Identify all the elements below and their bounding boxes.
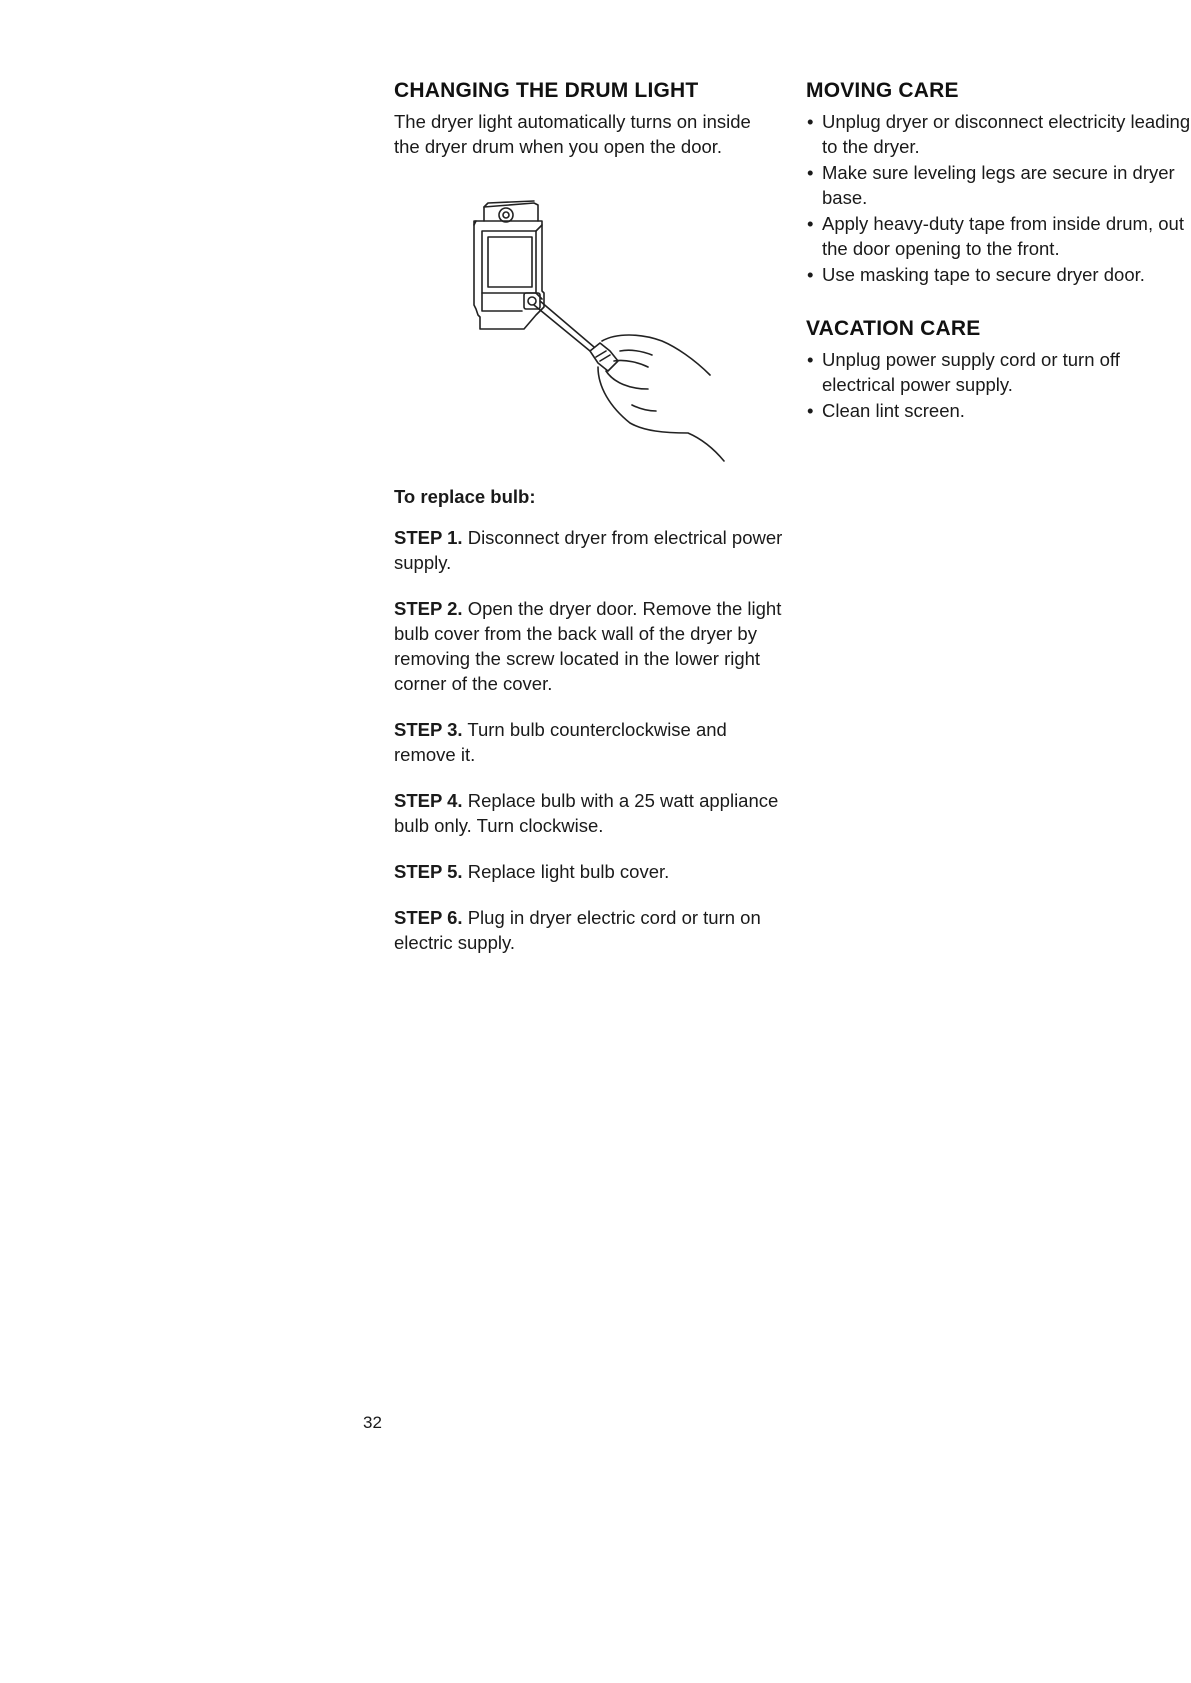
list-item: • Unplug dryer or disconnect electricity leading to the dryer.: [806, 109, 1191, 159]
step-label: STEP 5.: [394, 861, 463, 882]
left-column: [394, 78, 794, 976]
step-text: Turn bulb counterclockwise and remove it.: [394, 719, 727, 765]
step-1: [394, 525, 790, 575]
step-label: STEP 6.: [394, 907, 463, 928]
section-title-drum-light: CHANGING THE DRUM LIGHT: [394, 79, 699, 102]
right-column: [806, 78, 1191, 424]
list-item: • Clean lint screen.: [806, 398, 1191, 423]
section-title-moving-care: MOVING CARE: [806, 79, 959, 102]
step-5: [394, 859, 790, 884]
bulb-cover-illustration: [404, 175, 734, 475]
step-text: Replace bulb with a 25 watt appliance bulb only. Turn clockwise.: [394, 790, 779, 836]
step-label: STEP 4.: [394, 790, 463, 811]
section-spacer: [806, 288, 1191, 316]
page-number: 32: [363, 1413, 382, 1432]
intro-paragraph: The dryer light automatically turns on inside the dryer drum when you open the door.: [394, 111, 751, 157]
step-text: Replace light bulb cover.: [462, 861, 670, 882]
step-text: Open the dryer door. Remove the light bulb cover from the back wall of the dryer by removing the screw located in the lower right corner of the cover.: [394, 598, 782, 694]
screwdriver-cover-illustration: [404, 175, 734, 475]
list-item: • Make sure leveling legs are secure in dryer base.: [806, 160, 1191, 210]
replace-bulb-subheading: To replace bulb:: [394, 486, 536, 507]
step-6: [394, 905, 790, 955]
step-3: [394, 717, 790, 767]
step-4: [394, 788, 790, 838]
vacation-care-list: [806, 347, 1191, 423]
step-text: Plug in dryer electric cord or turn on electric supply.: [394, 907, 761, 953]
step-2: [394, 596, 790, 696]
section-title-vacation-care: VACATION CARE: [806, 317, 981, 340]
list-item: • Apply heavy-duty tape from inside drum, out the door opening to the front.: [806, 211, 1191, 261]
step-label: STEP 3.: [394, 719, 463, 740]
moving-care-list: [806, 109, 1191, 287]
step-label: STEP 2.: [394, 598, 463, 619]
list-item: • Use masking tape to secure dryer door.: [806, 262, 1191, 287]
step-label: STEP 1.: [394, 527, 463, 548]
list-item: • Unplug power supply cord or turn off electrical power supply.: [806, 347, 1191, 397]
step-text: Disconnect dryer from electrical power supply.: [394, 527, 783, 573]
